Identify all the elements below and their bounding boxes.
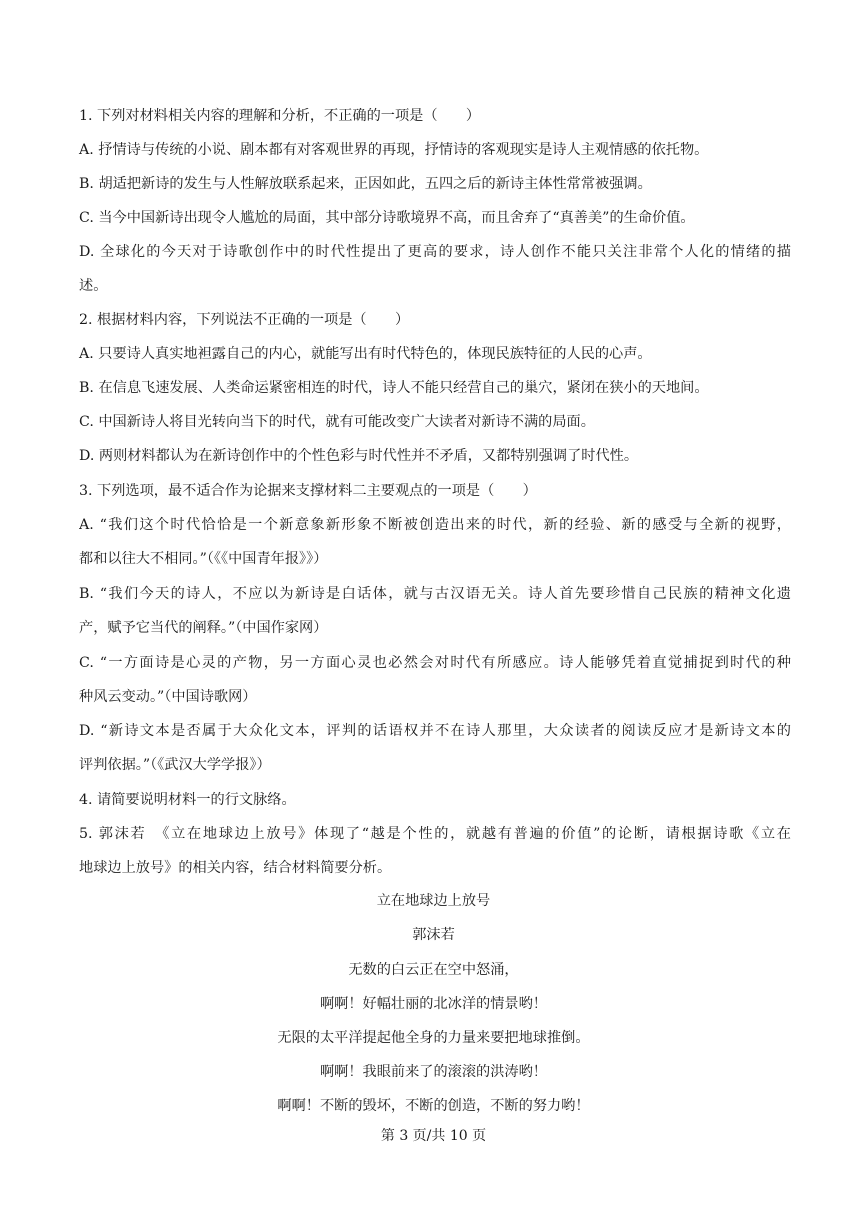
q5-stem-line1: 5. 郭沫若 《立在地球边上放号》体现了“越是个性的，就越有普遍的价值”的论断，请根据诗歌《立在: [79, 826, 791, 842]
q2-stem: 2. 根据材料内容，下列说法不正确的一项是（ ）: [79, 312, 410, 328]
q1-stem: 1. 下列对材料相关内容的理解和分析，不正确的一项是（ ）: [79, 108, 481, 124]
q4-stem: 4. 请简要说明材料一的行文脉络。: [79, 792, 296, 808]
q1-option-b: B. 胡适把新诗的发生与人性解放联系起来，正因如此，五四之后的新诗主体性常常被强调。: [79, 176, 652, 192]
q3-option-b-line2: 产，赋予它当代的阐释。”（中国作家网）: [79, 620, 328, 636]
q2-option-b: B. 在信息飞速发展、人类命运紧密相连的时代，诗人不能只经营自己的巢穴，紧闭在狭小的天地间。: [79, 380, 709, 396]
q3-option-d-line2: 评判依据。”（《武汉大学学报》）: [79, 757, 271, 773]
q1-option-d-line1: D. 全球化的今天对于诗歌创作中的时代性提出了更高的要求，诗人创作不能只关注非常个人化的情绪的描: [79, 244, 791, 260]
q3-stem: 3. 下列选项，最不适合作为论据来支撑材料二主要观点的一项是（ ）: [79, 483, 537, 499]
q3-option-d-line1: D. “新诗文本是否属于大众化文本，评判的话语权并不在诗人那里，大众读者的阅读反应才是新诗文本的: [79, 723, 791, 739]
q2-option-c: C. 中国新诗人将目光转向当下的时代，就有可能改变广大读者对新诗不满的局面。: [79, 414, 595, 430]
poem-line: 无限的太平洋提起他全身的力量来要把地球推倒。: [277, 1030, 590, 1046]
poem-line: 啊啊！不断的毁坏，不断的创造，不断的努力哟！: [277, 1098, 590, 1114]
q2-option-d: D. 两则材料都认为在新诗创作中的个性色彩与时代性并不矛盾，又都特别强调了时代性。: [79, 448, 639, 464]
q2-option-a: A. 只要诗人真实地袒露自己的内心，就能写出有时代特色的，体现民族特征的人民的心声。: [79, 346, 652, 362]
poem-title: 立在地球边上放号: [376, 893, 491, 909]
q5-stem-line2: 地球边上放号》的相关内容，结合材料简要分析。: [79, 860, 392, 876]
q3-option-c-line1: C. “一方面诗是心灵的产物，另一方面心灵也必然会对时代有所感应。诗人能够凭着直觉捕捉到时代的种: [79, 655, 791, 671]
q3-option-c-line2: 种风云变动。”（中国诗歌网）: [79, 689, 257, 705]
poem-line: 啊啊！我眼前来了的滚滚的洪涛哟！: [319, 1064, 547, 1080]
poem-line: 啊啊！好幅壮丽的北冰洋的情景哟！: [319, 996, 547, 1012]
page-footer: 第 3 页/共 10 页: [380, 1128, 487, 1144]
poem-line: 无数的白云正在空中怒涌，: [348, 962, 519, 978]
q3-option-b-line1: B. “我们今天的诗人，不应以为新诗是白话体，就与古汉语无关。诗人首先要珍惜自己民族的精神文化遗: [79, 586, 791, 602]
q3-option-a-line1: A. “我们这个时代恰恰是一个新意象新形象不断被创造出来的时代，新的经验、新的感受与全新的视野，: [79, 517, 791, 533]
q1-option-a: A. 抒情诗与传统的小说、剧本都有对客观世界的再现，抒情诗的客观现实是诗人主观情感的依托物。: [79, 142, 709, 158]
q3-option-a-line2: 都和以往大不相同。”（《《中国青年报》》）: [79, 551, 328, 567]
q1-option-d-line2: 述。: [79, 278, 108, 294]
poem-author: 郭沫若: [412, 927, 455, 943]
q1-option-c: C. 当今中国新诗出现令人尴尬的局面，其中部分诗歌境界不高，而且舍弃了“真善美”的生命价值。: [79, 210, 695, 226]
